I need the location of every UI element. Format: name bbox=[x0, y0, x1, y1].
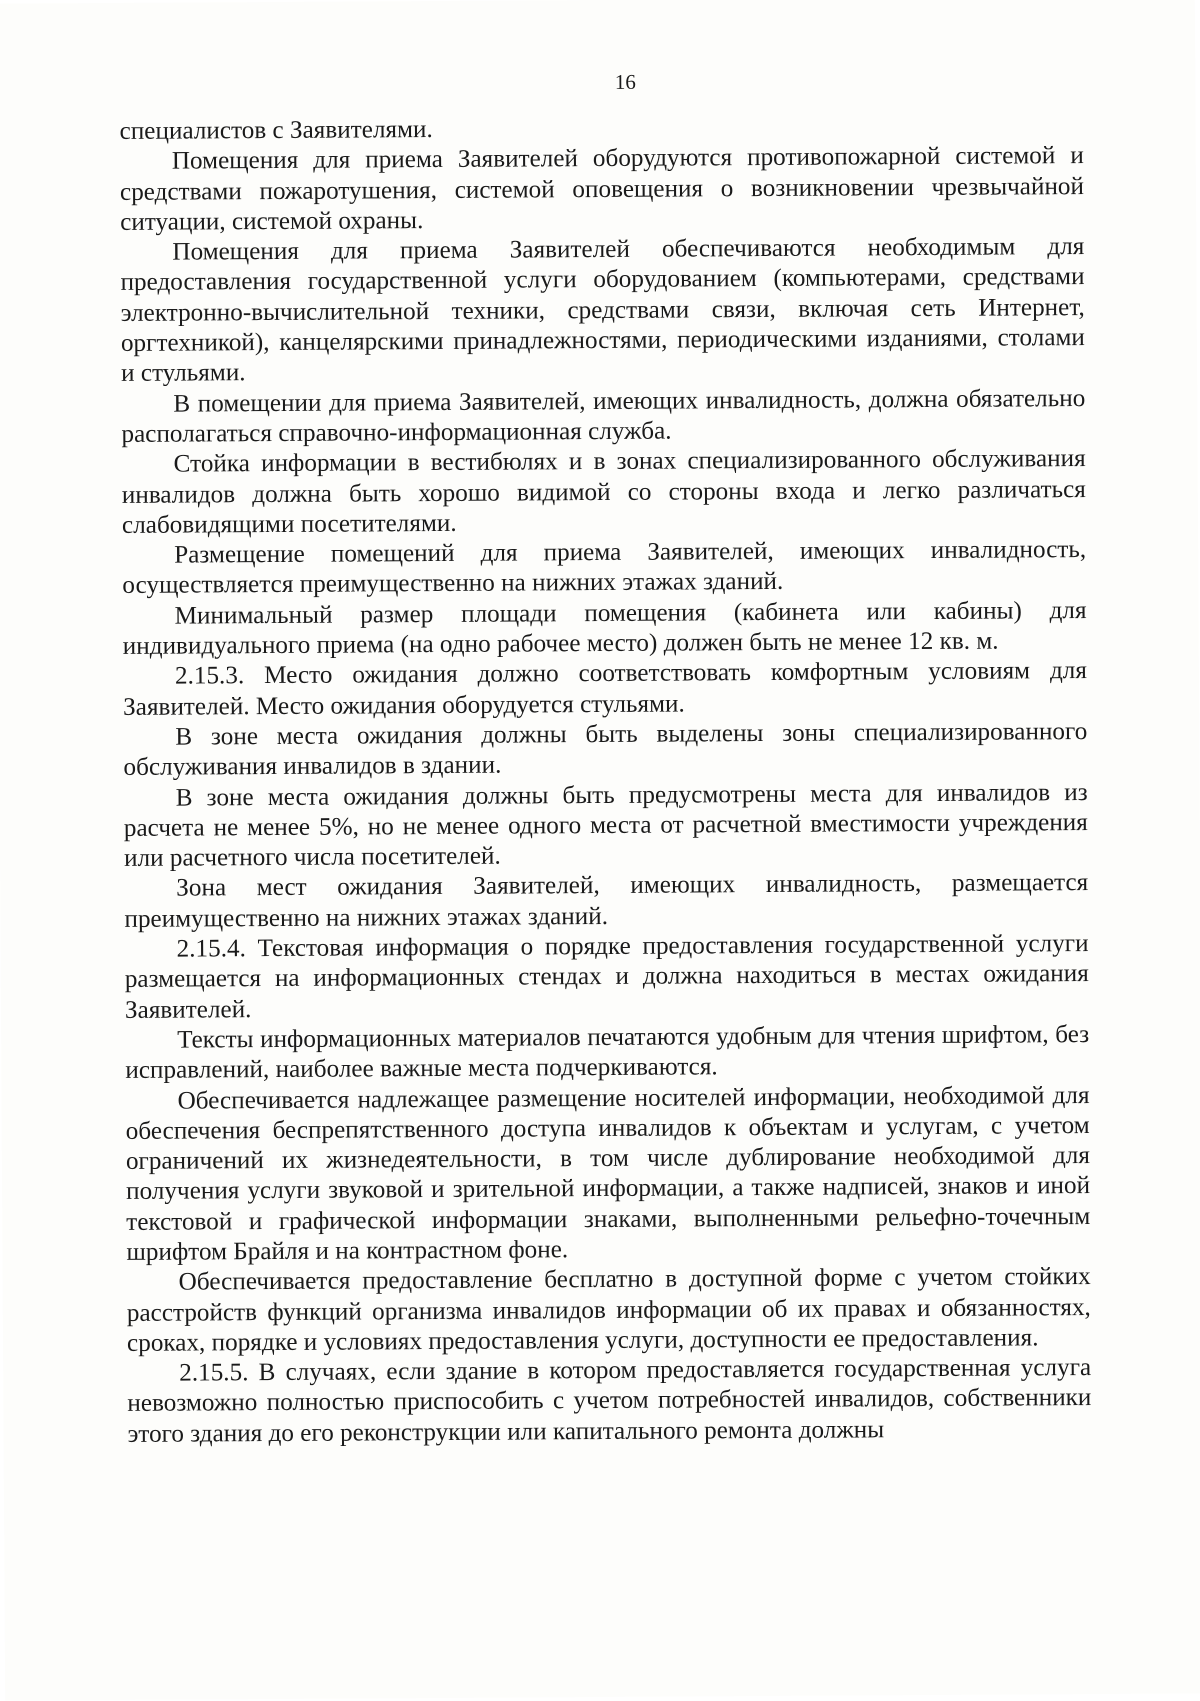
paragraph: Помещения для приема Заявителей оборудуются противопожарной системой и средствами пожаротушения, системой оповещения о возникновении чрезвычайной ситуации, системой охраны. bbox=[119, 142, 1085, 236]
section-2-15-5: 2.15.5. В случаях, если здание в котором предоставляется государственная услуга невозможно полностью приспособить с учетом потребностей инвалидов, собственники этого здания до его реконструкции или капитального ремонта должны bbox=[127, 1354, 1092, 1448]
paragraph: В зоне места ожидания должны быть выделены зоны специализированного обслуживания инвалидов в здании. bbox=[123, 717, 1088, 782]
document-body bbox=[120, 111, 1092, 1450]
page-number: 16 bbox=[614, 69, 636, 94]
paragraph: Обеспечивается надлежащее размещение носителей информации, необходимой для обеспечения беспрепятственного доступа инвалидов к объектам и услугам, с учетом ограничений их жизнедеятельности, в том числе дублирование необходимой для получения услуги звуковой и зрительной информации, а также надписей, знаков и иной текстовой и графической информации знаками, выполненными рельефно-точечным шрифтом Брайля и на контрастном фоне. bbox=[125, 1081, 1091, 1266]
paragraph: Размещение помещений для приема Заявителей, имеющих инвалидность, осуществляется преимущественно на нижних этажах зданий. bbox=[122, 536, 1087, 600]
paragraph: В зоне места ожидания должны быть предусмотрены места для инвалидов из расчета не менее 5%, но не менее одного места от расчетной вместимости учреждения или расчетного числа посетителей. bbox=[123, 778, 1088, 873]
section-2-15-3: 2.15.3. Место ожидания должно соответствовать комфортным условиям для Заявителей. Место ожидания оборудуется стульями. bbox=[123, 657, 1087, 721]
paragraph: Стойка информации в вестибюлях и в зонах специализированного обслуживания инвалидов должна быть хорошо видимой со стороны входа и легко различаться слабовидящими посетителями. bbox=[121, 445, 1086, 539]
paragraph: В помещении для приема Заявителей, имеющих инвалидность, должна обязательно располагаться справочно-информационная служба. bbox=[121, 384, 1086, 448]
paragraph: Обеспечивается предоставление бесплатно в доступной форме с учетом стойких расстройств функций организма инвалидов информации об их правах и обязанностях, сроках, порядке и условиях предоставления услуги, доступности ее предоставления. bbox=[126, 1263, 1091, 1357]
section-2-15-4: 2.15.4. Текстовая информация о порядке предоставления государственной услуги размещается на информационных стендах и должна находиться в местах ожидания Заявителей. bbox=[124, 930, 1089, 1024]
paragraph: Помещения для приема Заявителей обеспечиваются необходимым для предоставления государственной услуги оборудованием (компьютерами, средствами электронно-вычислительной техники, средствами связи, включая сеть Интернет, оргтехникой), канцелярскими принадлежностями, периодическими изданиями, столами и стульями. bbox=[120, 233, 1085, 388]
paragraph: Минимальный размер площади помещения (кабинета или кабины) для индивидуального приема (на одно рабочее место) должен быть не менее 12 кв. м. bbox=[122, 596, 1087, 660]
paragraph: специалистов с Заявителями. bbox=[119, 116, 433, 145]
paragraph: Зона мест ожидания Заявителей, имеющих инвалидность, размещается преимущественно на нижних этажах зданий. bbox=[124, 869, 1089, 933]
paragraph: Тексты информационных материалов печатаются удобным для чтения шрифтом, без исправлений, наиболее важные места подчеркиваются. bbox=[125, 1020, 1090, 1085]
